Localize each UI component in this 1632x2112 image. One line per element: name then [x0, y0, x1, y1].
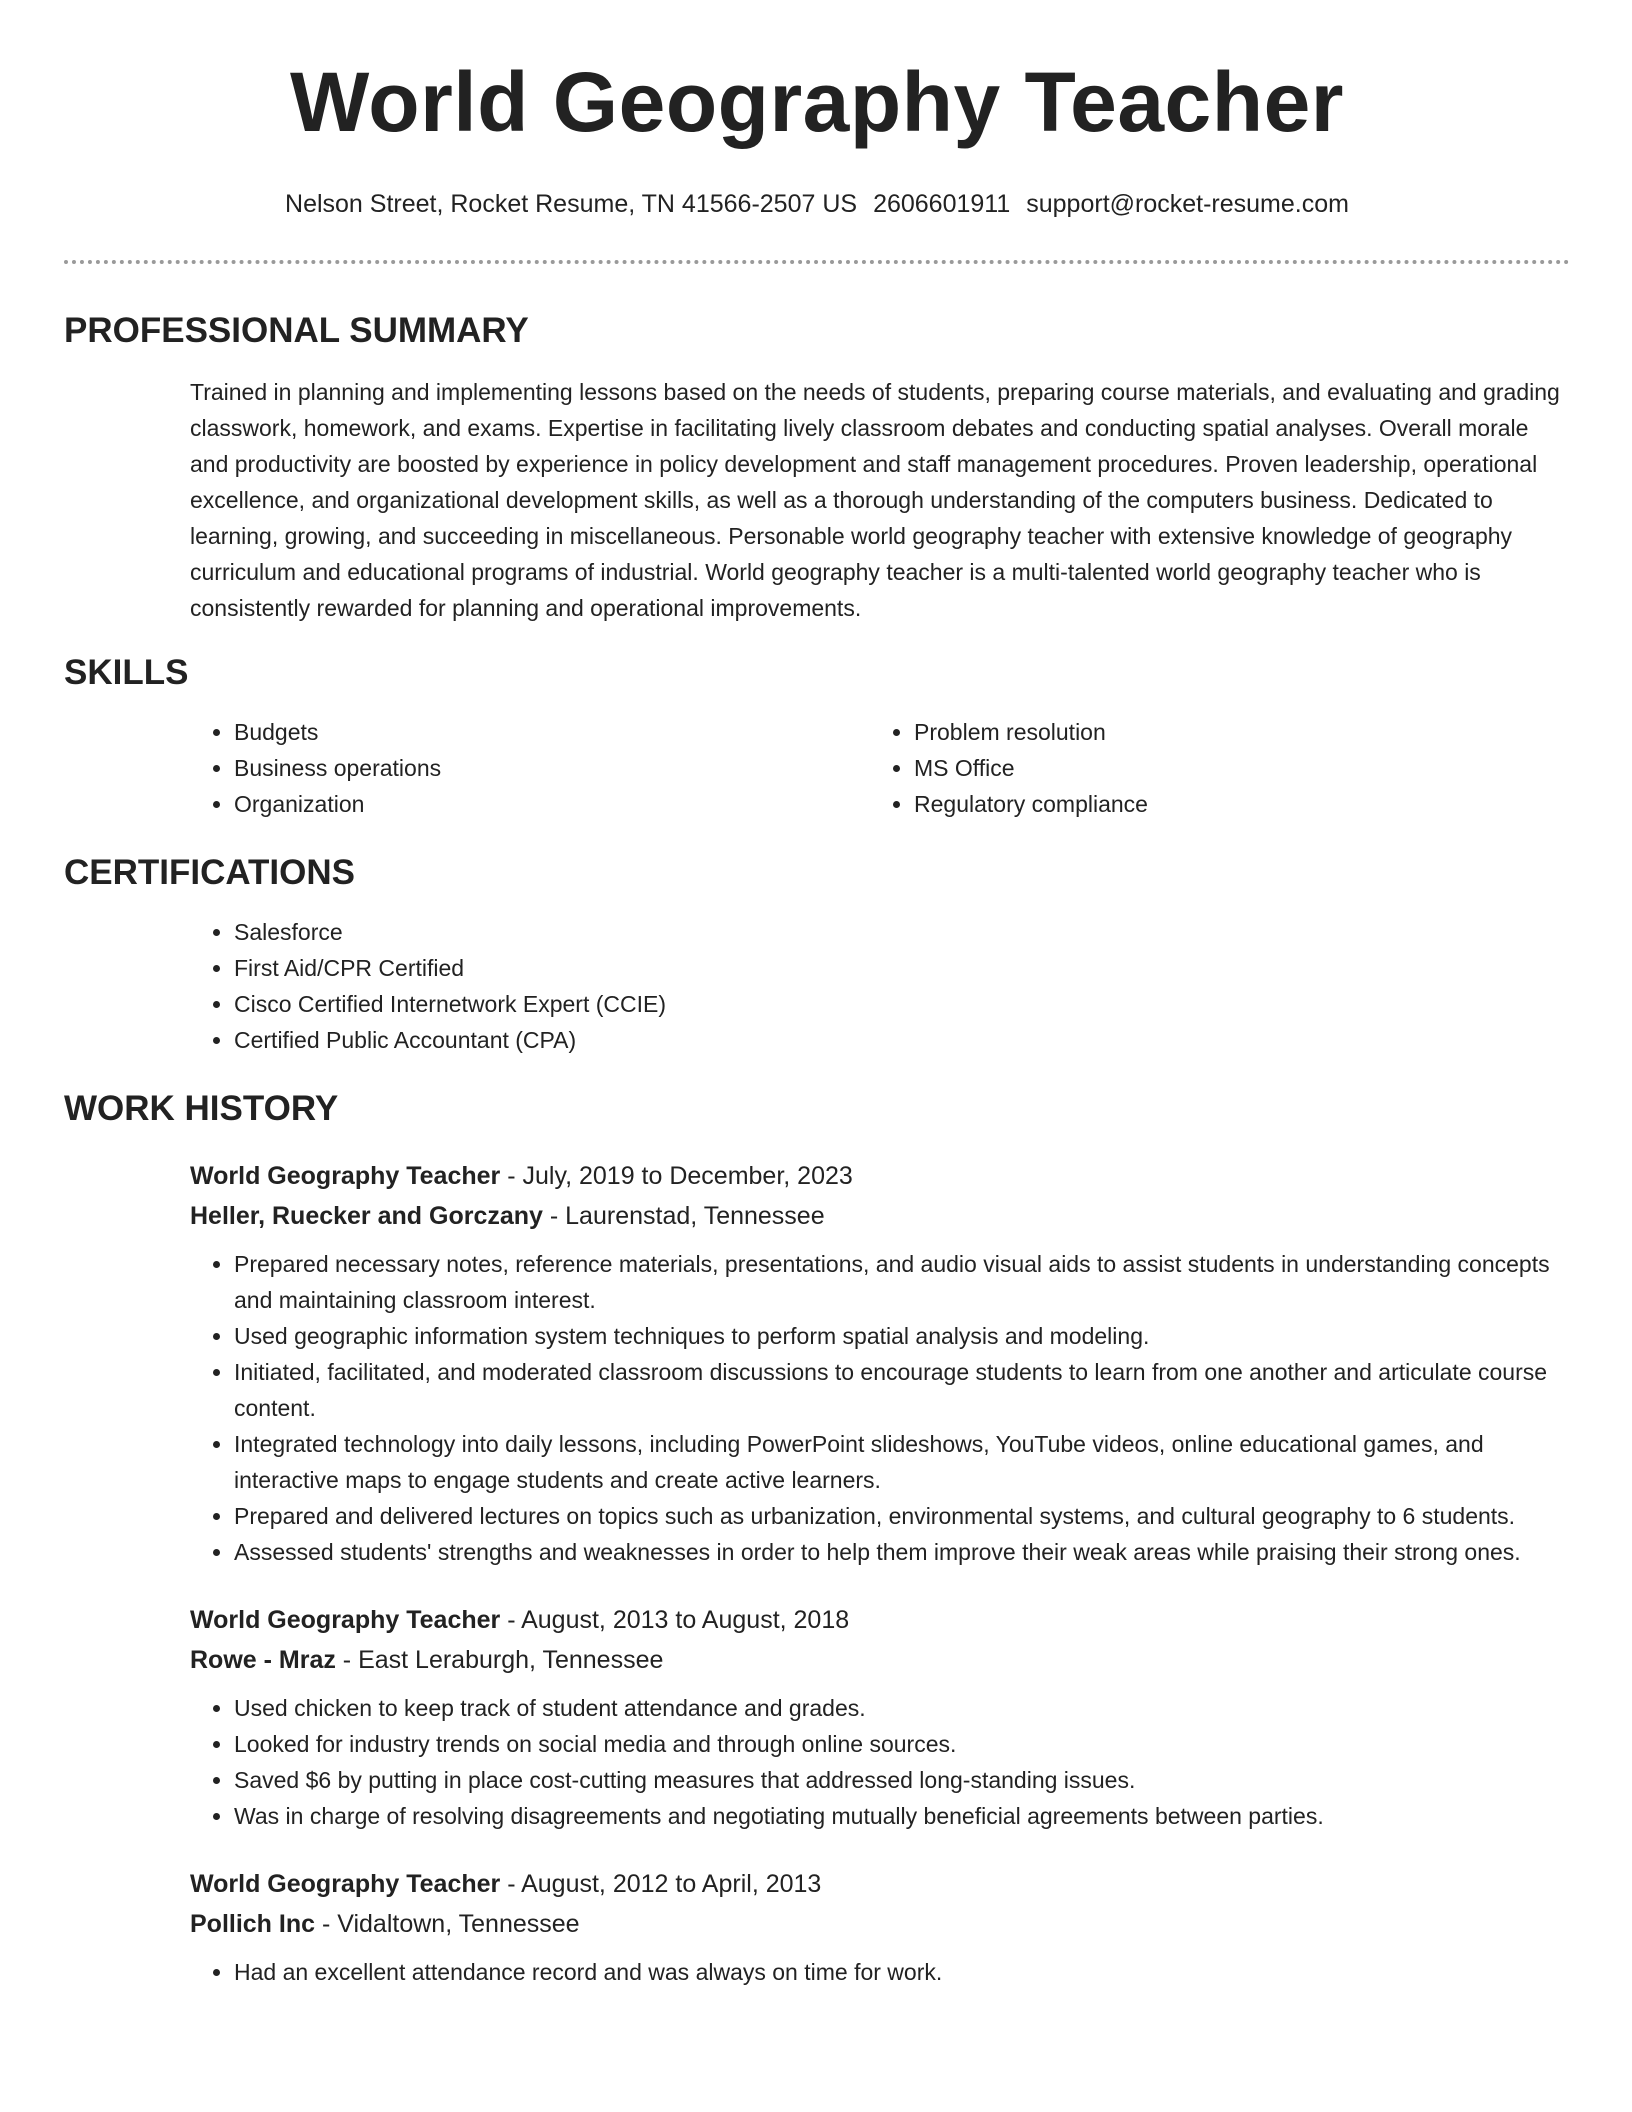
skill-item: • Business operations: [234, 750, 870, 786]
job-title-line: [190, 1864, 1570, 1904]
certification-item: • Cisco Certified Internetwork Expert (CCIE): [234, 986, 1570, 1022]
skills-list-left: [190, 714, 870, 822]
job-entry: [190, 1600, 1570, 1834]
job-company-line: [190, 1196, 1570, 1236]
summary-section: [190, 374, 1570, 626]
work-history-section: [190, 1156, 1570, 1990]
job-dates: - August, 2013 to August, 2018: [500, 1606, 850, 1634]
job-bullet: • Initiated, facilitated, and moderated classroom discussions to encourage students to learn from one another and articulate course content.: [234, 1354, 1570, 1426]
job-bullet: • Used chicken to keep track of student attendance and grades.: [234, 1690, 1570, 1726]
header-divider: [64, 260, 1570, 264]
skill-item: • Budgets: [234, 714, 870, 750]
job-dates: - July, 2019 to December, 2023: [500, 1162, 853, 1190]
job-entry: [190, 1156, 1570, 1570]
job-location: - Laurenstad, Tennessee: [542, 1202, 825, 1230]
job-bullet: • Had an excellent attendance record and was always on time for work.: [234, 1954, 1570, 1990]
job-location: - Vidaltown, Tennessee: [315, 1910, 580, 1938]
job-bullet: • Prepared and delivered lectures on topics such as urbanization, environmental systems, and cultural geography to 6 students.: [234, 1498, 1570, 1534]
job-bullet: • Prepared necessary notes, reference materials, presentations, and audio visual aids to assist students in understanding concepts and maintaining classroom interest.: [234, 1246, 1570, 1318]
job-location: - East Leraburgh, Tennessee: [335, 1646, 664, 1674]
skills-section: [190, 714, 1570, 822]
job-bullet: • Assessed students' strengths and weaknesses in order to help them improve their weak areas while praising their strong ones.: [234, 1534, 1570, 1570]
job-company: Pollich Inc: [190, 1910, 316, 1938]
job-bullets: [190, 1690, 1570, 1834]
job-company-line: [190, 1640, 1570, 1680]
skill-item: • Problem resolution: [914, 714, 1550, 750]
section-title-skills: SKILLS: [64, 653, 189, 692]
job-dates: - August, 2012 to April, 2013: [500, 1870, 822, 1898]
certification-item: • Salesforce: [234, 914, 1570, 950]
resume-header: [64, 0, 1570, 220]
skills-column-right: [870, 714, 1550, 822]
resume-page: [64, 0, 1570, 1990]
certifications-list: [190, 914, 1570, 1058]
job-title: World Geography Teacher: [190, 1606, 501, 1634]
skill-item: • Organization: [234, 786, 870, 822]
job-company: Rowe - Mraz: [190, 1646, 336, 1674]
section-title-work-history: WORK HISTORY: [64, 1089, 339, 1128]
job-bullets: [190, 1954, 1570, 1990]
job-title-line: [190, 1156, 1570, 1196]
contact-email: support@rocket-resume.com: [1026, 190, 1349, 218]
job-company-line: [190, 1904, 1570, 1944]
job-company: Heller, Ruecker and Gorczany: [190, 1202, 543, 1230]
certification-item: • First Aid/CPR Certified: [234, 950, 1570, 986]
contact-phone: 2606601911: [873, 190, 1011, 218]
job-bullet: • Used geographic information system techniques to perform spatial analysis and modeling.: [234, 1318, 1570, 1354]
job-title: World Geography Teacher: [190, 1870, 501, 1898]
contact-address: Nelson Street, Rocket Resume, TN 41566-2507 US: [285, 190, 858, 218]
section-title-certifications: CERTIFICATIONS: [64, 853, 356, 892]
job-bullet: • Looked for industry trends on social media and through online sources.: [234, 1726, 1570, 1762]
job-bullet: • Saved $6 by putting in place cost-cutting measures that addressed long-standing issues.: [234, 1762, 1570, 1798]
contact-line: [64, 188, 1570, 220]
job-entry: [190, 1864, 1570, 1990]
skills-column-left: [190, 714, 870, 822]
certification-item: • Certified Public Accountant (CPA): [234, 1022, 1570, 1058]
section-title-summary: PROFESSIONAL SUMMARY: [64, 311, 529, 350]
skill-item: • Regulatory compliance: [914, 786, 1550, 822]
job-bullet: • Integrated technology into daily lessons, including PowerPoint slideshows, YouTube videos, online educational games, and interactive maps to engage students and create active learners.: [234, 1426, 1570, 1498]
certifications-section: [190, 914, 1570, 1058]
skill-item: • MS Office: [914, 750, 1550, 786]
summary-text: Trained in planning and implementing lessons based on the needs of students, preparing course materials, and evaluating and grading classwork, homework, and exams. Expertise in facilitating lively classroom debates and conducting spatial analyses. Overall morale and productivity are boosted by experience in policy development and staff management procedures. Proven leadership, operational excellence, and organizational development skills, as well as a thorough understanding of the computers business. Dedicated to learning, growing, and succeeding in miscellaneous. Personable world geography teacher with extensive knowledge of geography curriculum and educational programs of industrial. World geography teacher is a multi-talented world geography teacher who is consistently rewarded for planning and operational improvements.: [190, 379, 1560, 621]
candidate-name: World Geography Teacher: [290, 55, 1344, 149]
job-title-line: [190, 1600, 1570, 1640]
job-title: World Geography Teacher: [190, 1162, 501, 1190]
job-bullet: • Was in charge of resolving disagreements and negotiating mutually beneficial agreements between parties.: [234, 1798, 1570, 1834]
job-bullets: [190, 1246, 1570, 1570]
skills-list-right: [870, 714, 1550, 822]
